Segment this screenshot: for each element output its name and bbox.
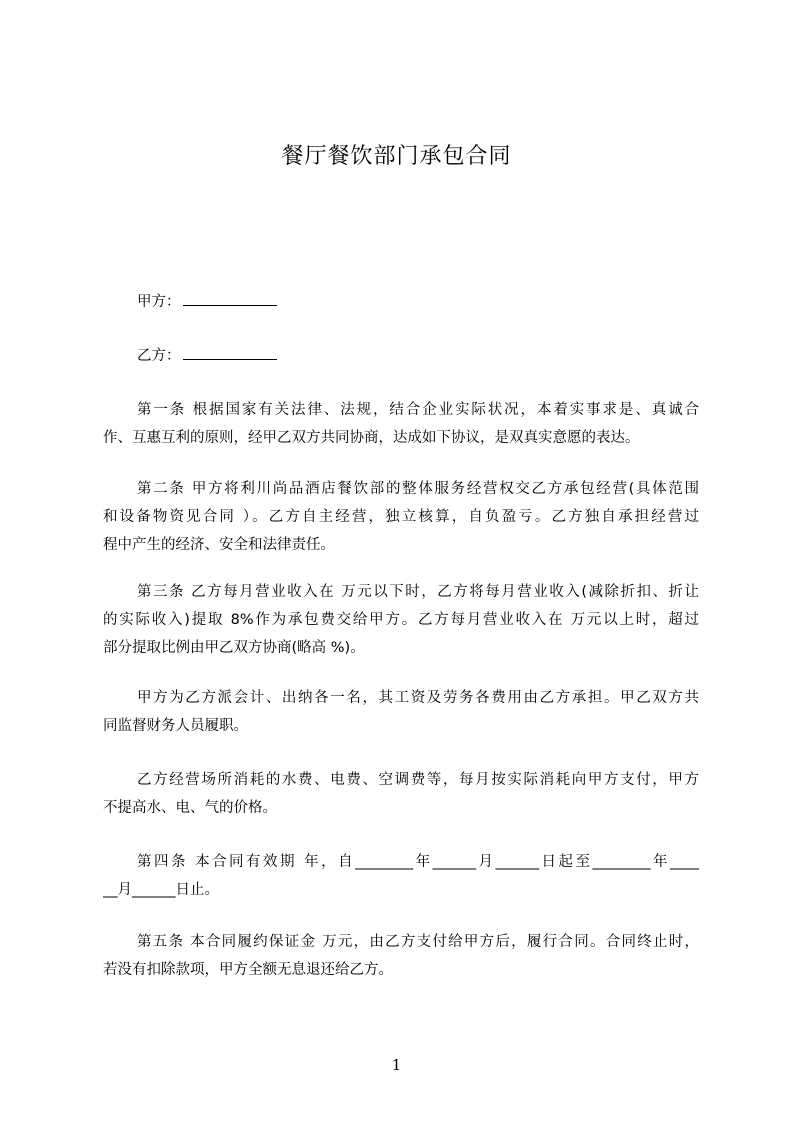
clause-4: [103, 848, 699, 904]
clause-line: __月______日止。: [103, 882, 219, 898]
clause-1: [103, 396, 699, 452]
clause-line: 第二条 甲方将利川尚品酒店餐饮部的整体服务经营权交乙方承包经营(具体范围: [137, 481, 699, 497]
clause-line: 和设备物资见合同 ）。乙方自主经营，独立核算，自负盈亏。乙方独自承担经营过: [103, 509, 699, 525]
clause-line: 不提高水、电、气的价格。: [103, 800, 277, 816]
party-b-label: 乙方：: [137, 348, 181, 364]
clause-2: [103, 475, 699, 559]
clause-line: 同监督财务人员履职。: [103, 718, 248, 734]
clause-line: 甲方为乙方派会计、出纳各一名，其工资及劳务各费用由乙方承担。甲乙双方共: [137, 690, 699, 706]
page-title: 餐厅餐饮部门承包合同: [281, 144, 512, 169]
utilities-paragraph: [103, 766, 699, 822]
clause-line: 部分提取比例由甲乙双方协商(略高 %)。: [103, 640, 365, 656]
party-a-line: [137, 290, 277, 313]
party-a-label: 甲方：: [137, 294, 181, 310]
clause-line: 作、互惠互利的原则，经甲乙双方共同协商，达成如下协议，是双真实意愿的表达。: [103, 430, 640, 446]
party-b-line: [137, 344, 277, 367]
clause-line: 第四条 本合同有效期 年，自________年______月______日起至________年____: [137, 854, 699, 870]
party-a-blank: [183, 290, 277, 306]
page-number: 1: [391, 1056, 402, 1074]
clause-3: [103, 578, 699, 662]
party-b-blank: [183, 344, 277, 360]
accounting-paragraph: [103, 684, 699, 740]
clause-5: [103, 928, 699, 984]
clause-line: 第五条 本合同履约保证金 万元，由乙方支付给甲方后，履行合同。合同终止时，: [137, 934, 699, 950]
clause-line: 若没有扣除款项，甲方全额无息退还给乙方。: [103, 962, 393, 978]
clause-line: 的实际收入)提取 8%作为承包费交给甲方。乙方每月营业收入在 万元以上时，超过: [103, 612, 699, 628]
clause-line: 程中产生的经济、安全和法律责任。: [103, 537, 335, 553]
clause-line: 第三条 乙方每月营业收入在 万元以下时，乙方将每月营业收入(减除折扣、折让: [137, 584, 699, 600]
clause-line: 乙方经营场所消耗的水费、电费、空调费等，每月按实际消耗向甲方支付，甲方: [137, 772, 699, 788]
clause-line: 第一条 根据国家有关法律、法规，结合企业实际状况，本着实事求是、真诚合: [137, 402, 699, 418]
